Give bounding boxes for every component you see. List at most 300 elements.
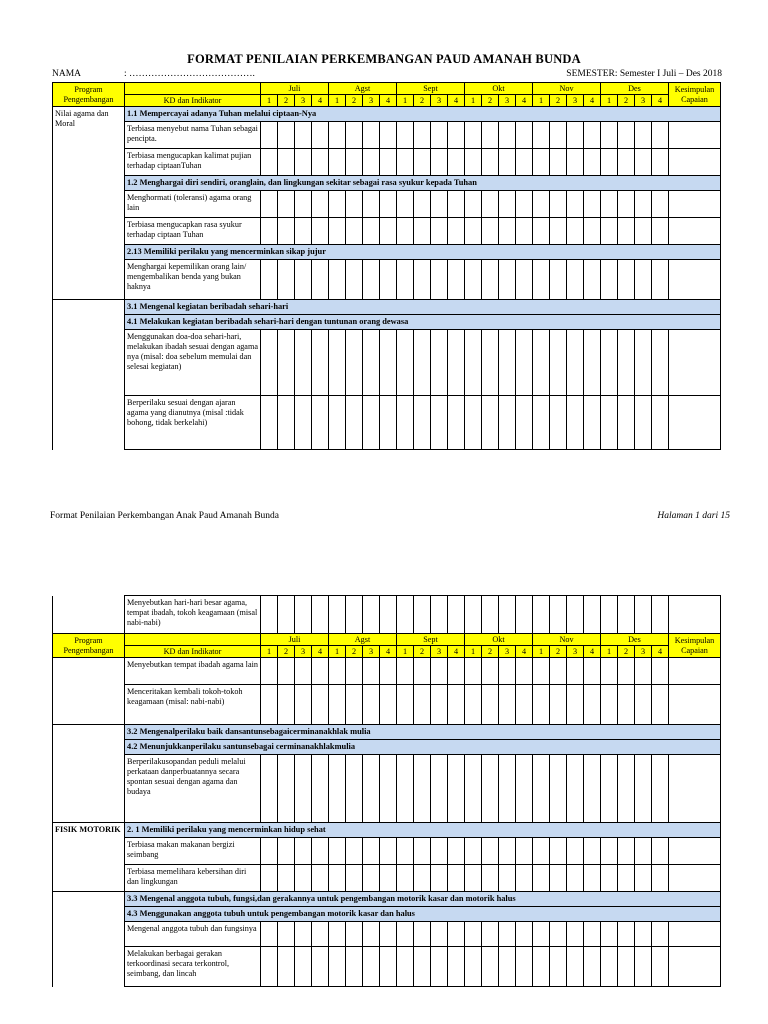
score-cell[interactable]: [601, 947, 618, 987]
score-cell[interactable]: [329, 865, 346, 892]
score-cell[interactable]: [414, 260, 431, 300]
score-cell[interactable]: [431, 191, 448, 218]
score-cell[interactable]: [448, 865, 465, 892]
score-cell[interactable]: [414, 330, 431, 396]
score-cell[interactable]: [397, 658, 414, 685]
score-cell[interactable]: [533, 865, 550, 892]
score-cell[interactable]: [329, 149, 346, 176]
score-cell[interactable]: [584, 218, 601, 245]
score-cell[interactable]: [601, 122, 618, 149]
score-cell[interactable]: [346, 947, 363, 987]
score-cell[interactable]: [448, 947, 465, 987]
score-cell[interactable]: [448, 658, 465, 685]
score-cell[interactable]: [567, 947, 584, 987]
score-cell[interactable]: [329, 755, 346, 823]
score-cell[interactable]: [363, 922, 380, 947]
score-cell[interactable]: [482, 218, 499, 245]
kesimpulan-cell[interactable]: [669, 149, 721, 176]
score-cell[interactable]: [414, 658, 431, 685]
score-cell[interactable]: [567, 922, 584, 947]
score-cell[interactable]: [499, 122, 516, 149]
score-cell[interactable]: [278, 122, 295, 149]
score-cell[interactable]: [278, 658, 295, 685]
score-cell[interactable]: [635, 596, 652, 634]
score-cell[interactable]: [329, 838, 346, 865]
score-cell[interactable]: [652, 330, 669, 396]
score-cell[interactable]: [618, 685, 635, 725]
score-cell[interactable]: [261, 596, 278, 634]
score-cell[interactable]: [397, 685, 414, 725]
score-cell[interactable]: [363, 596, 380, 634]
score-cell[interactable]: [431, 596, 448, 634]
score-cell[interactable]: [533, 122, 550, 149]
score-cell[interactable]: [295, 260, 312, 300]
score-cell[interactable]: [533, 947, 550, 987]
score-cell[interactable]: [448, 922, 465, 947]
score-cell[interactable]: [261, 685, 278, 725]
score-cell[interactable]: [584, 396, 601, 450]
score-cell[interactable]: [550, 122, 567, 149]
score-cell[interactable]: [312, 330, 329, 396]
score-cell[interactable]: [363, 865, 380, 892]
kesimpulan-cell[interactable]: [669, 596, 721, 634]
score-cell[interactable]: [584, 685, 601, 725]
score-cell[interactable]: [312, 218, 329, 245]
score-cell[interactable]: [295, 149, 312, 176]
score-cell[interactable]: [533, 922, 550, 947]
score-cell[interactable]: [516, 149, 533, 176]
score-cell[interactable]: [414, 922, 431, 947]
score-cell[interactable]: [652, 122, 669, 149]
score-cell[interactable]: [346, 149, 363, 176]
score-cell[interactable]: [431, 947, 448, 987]
score-cell[interactable]: [363, 658, 380, 685]
score-cell[interactable]: [635, 865, 652, 892]
score-cell[interactable]: [516, 596, 533, 634]
score-cell[interactable]: [261, 260, 278, 300]
score-cell[interactable]: [499, 865, 516, 892]
score-cell[interactable]: [312, 685, 329, 725]
score-cell[interactable]: [329, 685, 346, 725]
score-cell[interactable]: [499, 658, 516, 685]
score-cell[interactable]: [482, 922, 499, 947]
kesimpulan-cell[interactable]: [669, 260, 721, 300]
score-cell[interactable]: [380, 838, 397, 865]
score-cell[interactable]: [482, 596, 499, 634]
score-cell[interactable]: [414, 838, 431, 865]
score-cell[interactable]: [550, 922, 567, 947]
score-cell[interactable]: [652, 658, 669, 685]
score-cell[interactable]: [380, 260, 397, 300]
score-cell[interactable]: [601, 922, 618, 947]
score-cell[interactable]: [482, 396, 499, 450]
score-cell[interactable]: [431, 149, 448, 176]
score-cell[interactable]: [278, 947, 295, 987]
score-cell[interactable]: [363, 396, 380, 450]
score-cell[interactable]: [618, 947, 635, 987]
score-cell[interactable]: [601, 191, 618, 218]
score-cell[interactable]: [499, 947, 516, 987]
score-cell[interactable]: [448, 685, 465, 725]
score-cell[interactable]: [278, 596, 295, 634]
score-cell[interactable]: [380, 658, 397, 685]
score-cell[interactable]: [431, 260, 448, 300]
score-cell[interactable]: [414, 396, 431, 450]
score-cell[interactable]: [431, 396, 448, 450]
kesimpulan-cell[interactable]: [669, 218, 721, 245]
score-cell[interactable]: [482, 149, 499, 176]
score-cell[interactable]: [533, 191, 550, 218]
score-cell[interactable]: [550, 149, 567, 176]
kesimpulan-cell[interactable]: [669, 330, 721, 396]
score-cell[interactable]: [499, 330, 516, 396]
score-cell[interactable]: [499, 260, 516, 300]
score-cell[interactable]: [261, 149, 278, 176]
score-cell[interactable]: [499, 191, 516, 218]
score-cell[interactable]: [652, 191, 669, 218]
score-cell[interactable]: [363, 330, 380, 396]
score-cell[interactable]: [431, 685, 448, 725]
kesimpulan-cell[interactable]: [669, 755, 721, 823]
score-cell[interactable]: [278, 755, 295, 823]
score-cell[interactable]: [482, 260, 499, 300]
score-cell[interactable]: [584, 838, 601, 865]
score-cell[interactable]: [567, 149, 584, 176]
score-cell[interactable]: [295, 330, 312, 396]
score-cell[interactable]: [533, 260, 550, 300]
score-cell[interactable]: [363, 149, 380, 176]
score-cell[interactable]: [516, 396, 533, 450]
score-cell[interactable]: [397, 922, 414, 947]
score-cell[interactable]: [499, 685, 516, 725]
score-cell[interactable]: [448, 330, 465, 396]
score-cell[interactable]: [567, 755, 584, 823]
score-cell[interactable]: [533, 755, 550, 823]
score-cell[interactable]: [346, 191, 363, 218]
score-cell[interactable]: [346, 755, 363, 823]
score-cell[interactable]: [397, 596, 414, 634]
score-cell[interactable]: [516, 755, 533, 823]
score-cell[interactable]: [363, 122, 380, 149]
kesimpulan-cell[interactable]: [669, 191, 721, 218]
score-cell[interactable]: [278, 396, 295, 450]
score-cell[interactable]: [533, 218, 550, 245]
score-cell[interactable]: [499, 596, 516, 634]
score-cell[interactable]: [601, 218, 618, 245]
score-cell[interactable]: [312, 838, 329, 865]
score-cell[interactable]: [363, 947, 380, 987]
score-cell[interactable]: [295, 191, 312, 218]
score-cell[interactable]: [431, 218, 448, 245]
score-cell[interactable]: [601, 865, 618, 892]
score-cell[interactable]: [448, 122, 465, 149]
score-cell[interactable]: [380, 922, 397, 947]
score-cell[interactable]: [567, 330, 584, 396]
score-cell[interactable]: [635, 685, 652, 725]
score-cell[interactable]: [295, 685, 312, 725]
score-cell[interactable]: [618, 330, 635, 396]
score-cell[interactable]: [482, 947, 499, 987]
score-cell[interactable]: [295, 838, 312, 865]
score-cell[interactable]: [482, 685, 499, 725]
score-cell[interactable]: [295, 218, 312, 245]
score-cell[interactable]: [618, 596, 635, 634]
score-cell[interactable]: [261, 947, 278, 987]
score-cell[interactable]: [618, 755, 635, 823]
score-cell[interactable]: [431, 658, 448, 685]
score-cell[interactable]: [533, 330, 550, 396]
score-cell[interactable]: [635, 922, 652, 947]
score-cell[interactable]: [278, 330, 295, 396]
score-cell[interactable]: [584, 596, 601, 634]
score-cell[interactable]: [601, 596, 618, 634]
score-cell[interactable]: [482, 191, 499, 218]
score-cell[interactable]: [278, 191, 295, 218]
score-cell[interactable]: [397, 838, 414, 865]
score-cell[interactable]: [482, 865, 499, 892]
score-cell[interactable]: [652, 865, 669, 892]
score-cell[interactable]: [414, 755, 431, 823]
score-cell[interactable]: [346, 396, 363, 450]
score-cell[interactable]: [312, 947, 329, 987]
score-cell[interactable]: [567, 191, 584, 218]
score-cell[interactable]: [278, 838, 295, 865]
score-cell[interactable]: [652, 685, 669, 725]
score-cell[interactable]: [431, 330, 448, 396]
score-cell[interactable]: [635, 149, 652, 176]
kesimpulan-cell[interactable]: [669, 685, 721, 725]
score-cell[interactable]: [261, 838, 278, 865]
score-cell[interactable]: [278, 685, 295, 725]
score-cell[interactable]: [448, 838, 465, 865]
score-cell[interactable]: [295, 122, 312, 149]
score-cell[interactable]: [465, 922, 482, 947]
score-cell[interactable]: [584, 149, 601, 176]
score-cell[interactable]: [567, 838, 584, 865]
score-cell[interactable]: [431, 838, 448, 865]
score-cell[interactable]: [414, 122, 431, 149]
score-cell[interactable]: [601, 330, 618, 396]
score-cell[interactable]: [397, 122, 414, 149]
score-cell[interactable]: [652, 755, 669, 823]
score-cell[interactable]: [261, 218, 278, 245]
score-cell[interactable]: [567, 122, 584, 149]
score-cell[interactable]: [380, 685, 397, 725]
score-cell[interactable]: [533, 838, 550, 865]
score-cell[interactable]: [380, 330, 397, 396]
score-cell[interactable]: [261, 330, 278, 396]
score-cell[interactable]: [635, 260, 652, 300]
score-cell[interactable]: [346, 260, 363, 300]
score-cell[interactable]: [652, 260, 669, 300]
score-cell[interactable]: [516, 122, 533, 149]
score-cell[interactable]: [601, 396, 618, 450]
score-cell[interactable]: [516, 218, 533, 245]
score-cell[interactable]: [550, 596, 567, 634]
score-cell[interactable]: [329, 396, 346, 450]
score-cell[interactable]: [550, 838, 567, 865]
score-cell[interactable]: [261, 922, 278, 947]
score-cell[interactable]: [635, 122, 652, 149]
score-cell[interactable]: [397, 947, 414, 987]
score-cell[interactable]: [414, 865, 431, 892]
score-cell[interactable]: [329, 191, 346, 218]
score-cell[interactable]: [465, 658, 482, 685]
score-cell[interactable]: [550, 658, 567, 685]
score-cell[interactable]: [550, 755, 567, 823]
score-cell[interactable]: [652, 218, 669, 245]
score-cell[interactable]: [278, 260, 295, 300]
score-cell[interactable]: [329, 330, 346, 396]
score-cell[interactable]: [312, 396, 329, 450]
score-cell[interactable]: [278, 149, 295, 176]
score-cell[interactable]: [516, 865, 533, 892]
score-cell[interactable]: [414, 191, 431, 218]
score-cell[interactable]: [380, 947, 397, 987]
score-cell[interactable]: [499, 755, 516, 823]
score-cell[interactable]: [584, 865, 601, 892]
score-cell[interactable]: [635, 218, 652, 245]
score-cell[interactable]: [618, 122, 635, 149]
score-cell[interactable]: [397, 865, 414, 892]
kesimpulan-cell[interactable]: [669, 838, 721, 865]
score-cell[interactable]: [414, 149, 431, 176]
score-cell[interactable]: [635, 658, 652, 685]
score-cell[interactable]: [550, 947, 567, 987]
score-cell[interactable]: [567, 865, 584, 892]
score-cell[interactable]: [567, 658, 584, 685]
score-cell[interactable]: [414, 947, 431, 987]
score-cell[interactable]: [448, 149, 465, 176]
score-cell[interactable]: [618, 218, 635, 245]
kesimpulan-cell[interactable]: [669, 922, 721, 947]
score-cell[interactable]: [312, 122, 329, 149]
score-cell[interactable]: [550, 218, 567, 245]
score-cell[interactable]: [567, 218, 584, 245]
kesimpulan-cell[interactable]: [669, 947, 721, 987]
score-cell[interactable]: [567, 396, 584, 450]
score-cell[interactable]: [431, 755, 448, 823]
score-cell[interactable]: [550, 260, 567, 300]
kesimpulan-cell[interactable]: [669, 396, 721, 450]
score-cell[interactable]: [533, 658, 550, 685]
score-cell[interactable]: [312, 658, 329, 685]
score-cell[interactable]: [584, 755, 601, 823]
score-cell[interactable]: [533, 396, 550, 450]
score-cell[interactable]: [635, 838, 652, 865]
score-cell[interactable]: [601, 658, 618, 685]
score-cell[interactable]: [329, 596, 346, 634]
score-cell[interactable]: [397, 396, 414, 450]
score-cell[interactable]: [601, 685, 618, 725]
score-cell[interactable]: [499, 149, 516, 176]
score-cell[interactable]: [261, 191, 278, 218]
score-cell[interactable]: [414, 218, 431, 245]
score-cell[interactable]: [482, 122, 499, 149]
score-cell[interactable]: [346, 330, 363, 396]
score-cell[interactable]: [516, 191, 533, 218]
score-cell[interactable]: [295, 865, 312, 892]
score-cell[interactable]: [380, 596, 397, 634]
score-cell[interactable]: [516, 947, 533, 987]
score-cell[interactable]: [312, 596, 329, 634]
score-cell[interactable]: [550, 330, 567, 396]
score-cell[interactable]: [363, 755, 380, 823]
score-cell[interactable]: [550, 685, 567, 725]
score-cell[interactable]: [465, 755, 482, 823]
score-cell[interactable]: [380, 218, 397, 245]
score-cell[interactable]: [312, 191, 329, 218]
score-cell[interactable]: [601, 260, 618, 300]
score-cell[interactable]: [329, 260, 346, 300]
score-cell[interactable]: [448, 191, 465, 218]
score-cell[interactable]: [584, 922, 601, 947]
score-cell[interactable]: [363, 191, 380, 218]
score-cell[interactable]: [618, 396, 635, 450]
score-cell[interactable]: [584, 658, 601, 685]
score-cell[interactable]: [380, 149, 397, 176]
score-cell[interactable]: [261, 865, 278, 892]
score-cell[interactable]: [652, 596, 669, 634]
score-cell[interactable]: [550, 191, 567, 218]
score-cell[interactable]: [499, 922, 516, 947]
score-cell[interactable]: [618, 838, 635, 865]
score-cell[interactable]: [329, 947, 346, 987]
score-cell[interactable]: [465, 396, 482, 450]
score-cell[interactable]: [346, 685, 363, 725]
score-cell[interactable]: [431, 122, 448, 149]
score-cell[interactable]: [363, 838, 380, 865]
score-cell[interactable]: [465, 685, 482, 725]
score-cell[interactable]: [584, 122, 601, 149]
score-cell[interactable]: [567, 260, 584, 300]
score-cell[interactable]: [618, 922, 635, 947]
score-cell[interactable]: [516, 685, 533, 725]
score-cell[interactable]: [448, 596, 465, 634]
score-cell[interactable]: [414, 596, 431, 634]
score-cell[interactable]: [533, 596, 550, 634]
score-cell[interactable]: [635, 191, 652, 218]
score-cell[interactable]: [397, 260, 414, 300]
score-cell[interactable]: [652, 922, 669, 947]
score-cell[interactable]: [346, 865, 363, 892]
score-cell[interactable]: [533, 149, 550, 176]
score-cell[interactable]: [295, 947, 312, 987]
kesimpulan-cell[interactable]: [669, 865, 721, 892]
score-cell[interactable]: [516, 838, 533, 865]
score-cell[interactable]: [482, 838, 499, 865]
score-cell[interactable]: [295, 658, 312, 685]
score-cell[interactable]: [482, 330, 499, 396]
score-cell[interactable]: [346, 838, 363, 865]
score-cell[interactable]: [448, 396, 465, 450]
score-cell[interactable]: [346, 596, 363, 634]
score-cell[interactable]: [329, 922, 346, 947]
score-cell[interactable]: [465, 596, 482, 634]
score-cell[interactable]: [312, 865, 329, 892]
kesimpulan-cell[interactable]: [669, 122, 721, 149]
score-cell[interactable]: [363, 260, 380, 300]
score-cell[interactable]: [414, 685, 431, 725]
score-cell[interactable]: [516, 260, 533, 300]
score-cell[interactable]: [448, 755, 465, 823]
score-cell[interactable]: [397, 218, 414, 245]
score-cell[interactable]: [652, 838, 669, 865]
score-cell[interactable]: [431, 865, 448, 892]
score-cell[interactable]: [278, 922, 295, 947]
score-cell[interactable]: [584, 260, 601, 300]
score-cell[interactable]: [346, 658, 363, 685]
